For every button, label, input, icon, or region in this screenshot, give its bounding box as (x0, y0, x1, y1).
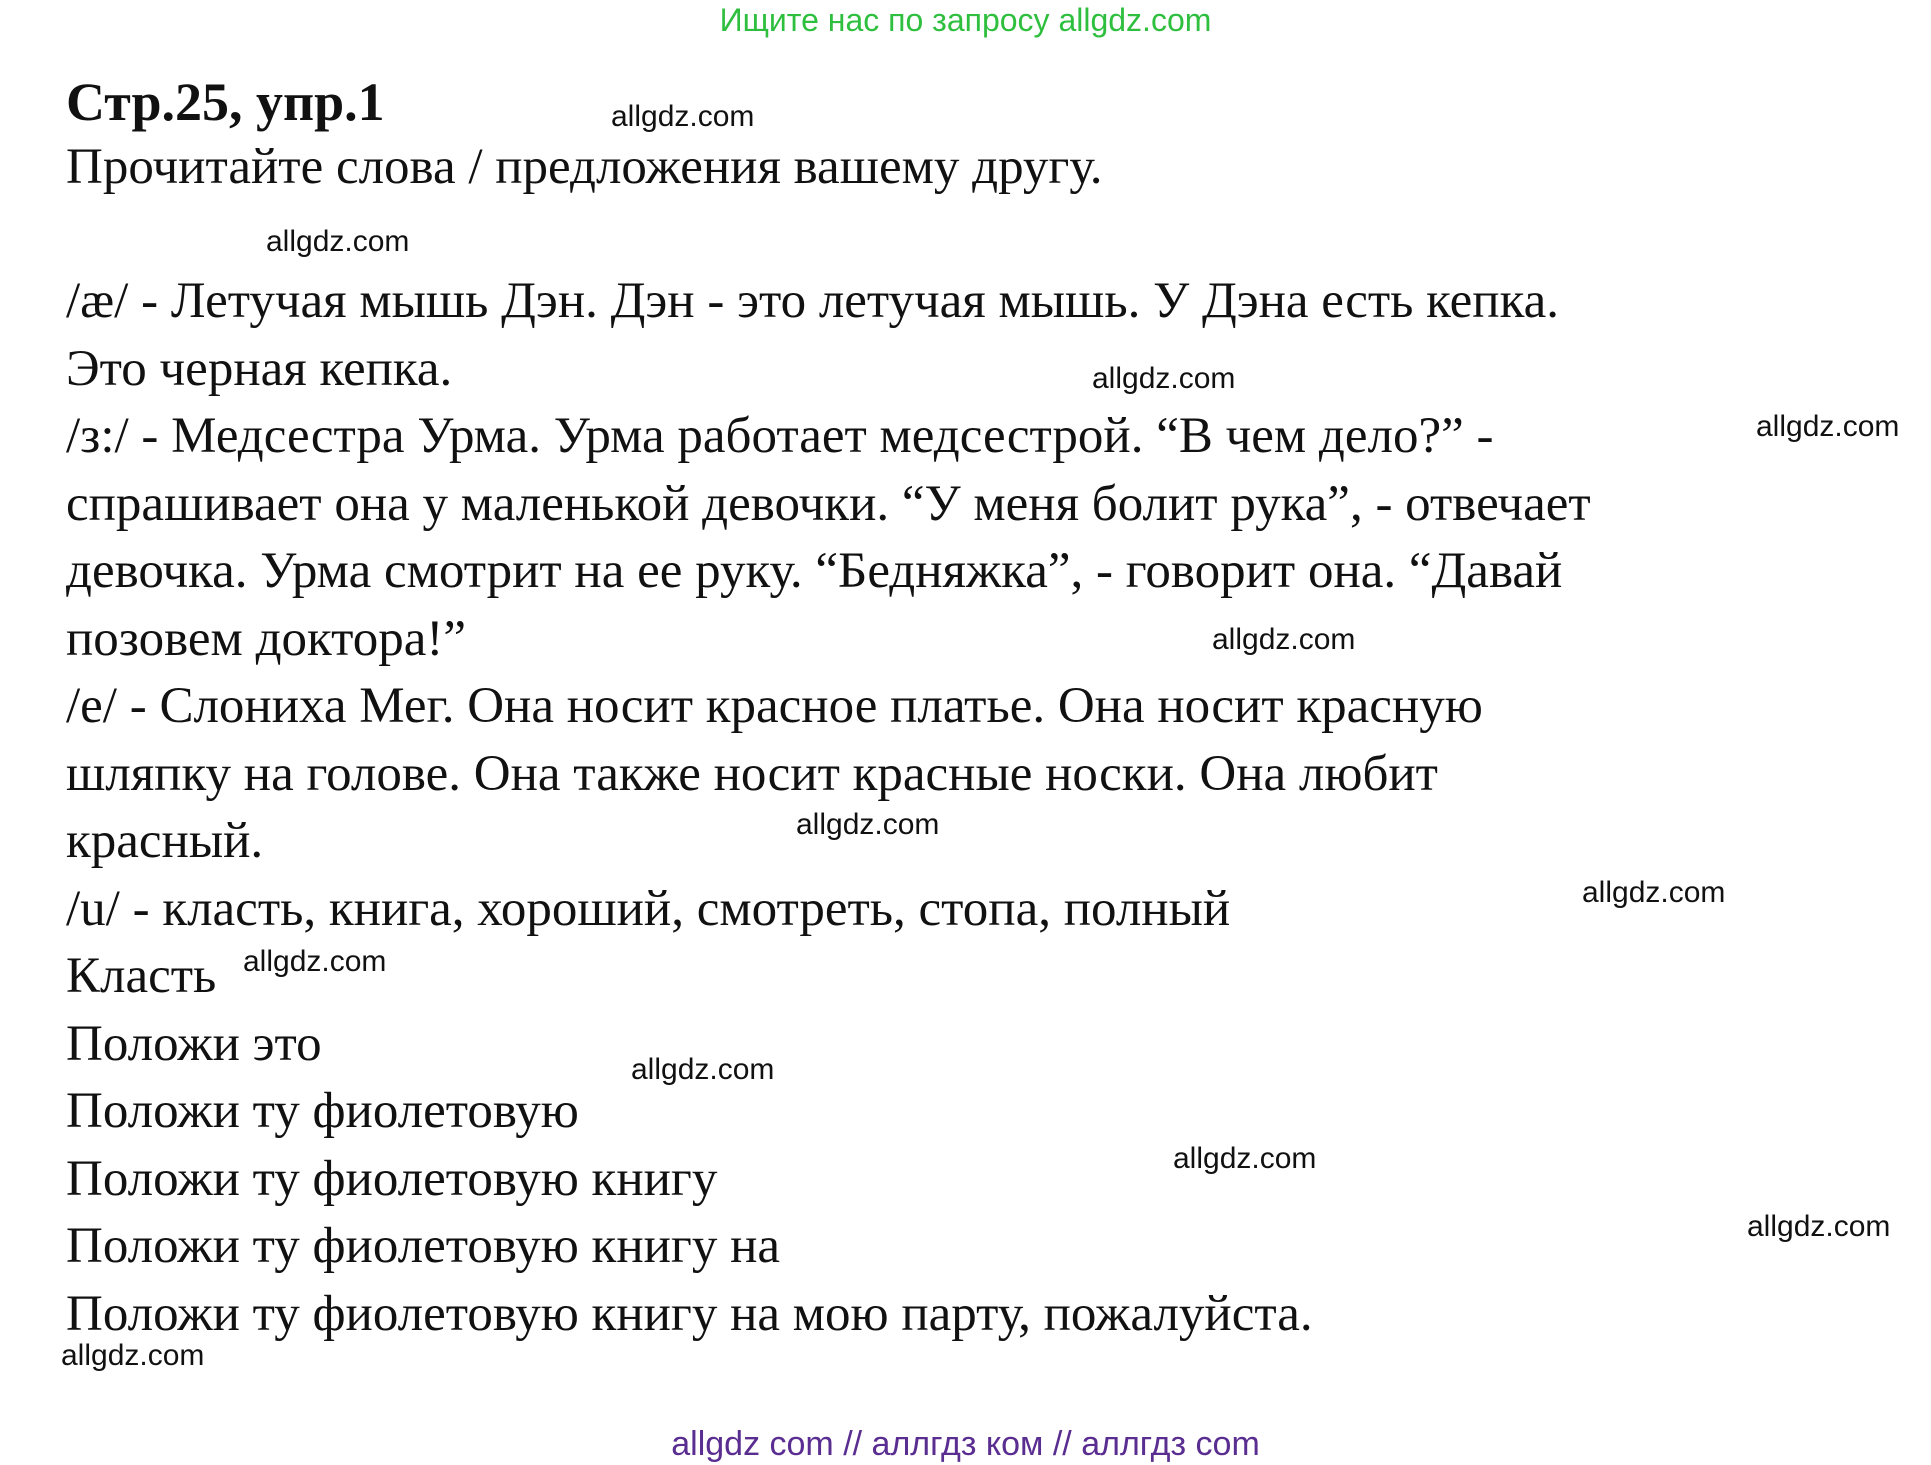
exercise-page (66, 70, 1866, 1348)
text-line: Класть (66, 948, 217, 1004)
text-line: позовем доктора!” (66, 610, 467, 667)
watermark: allgdz.com (1173, 1142, 1317, 1175)
text-line: шляпку на голове. Она также носит красные носки. Она любит (66, 745, 1438, 802)
top-banner: Ищите нас по запросу allgdz.com (719, 2, 1212, 38)
watermark: allgdz.com (243, 945, 387, 978)
text-line: /з:/ - Медсестра Урма. Урма работает медсестрой. “В чем дело?” - (66, 408, 1494, 464)
watermark: allgdz.com (611, 100, 755, 133)
watermark: allgdz.com (1212, 623, 1356, 656)
watermark: allgdz.com (1582, 876, 1726, 909)
text-line: Это черная кепка. (66, 340, 453, 397)
text-line: Положи ту фиолетовую (66, 1083, 579, 1139)
footer-links: allgdz com // аллгдз ком // аллгдз com (671, 1425, 1260, 1463)
text-line: /u/ - класть, книга, хороший, смотреть, стопа, полный (66, 880, 1231, 937)
text-line: Положи ту фиолетовую книгу на (66, 1218, 780, 1274)
watermark: allgdz.com (266, 225, 410, 258)
text-line: /e/ - Слониха Мег. Она носит красное платье. Она носит красную (66, 678, 1483, 734)
watermark: allgdz.com (796, 808, 940, 841)
watermark: allgdz.com (61, 1339, 205, 1372)
watermark: allgdz.com (1092, 362, 1236, 395)
text-line: девочка. Урма смотрит на ее руку. “Бедняжка”, - говорит она. “Давай (66, 543, 1563, 599)
text-line: Положи это (66, 1015, 322, 1072)
watermark: allgdz.com (1747, 1210, 1891, 1243)
text-line: красный. (66, 813, 264, 869)
watermark: allgdz.com (1756, 410, 1900, 443)
text-line: Положи ту фиолетовую книгу на мою парту, пожалуйста. (66, 1285, 1313, 1342)
page-title: Стр.25, упр.1 (66, 72, 385, 132)
text-line: спрашивает она у маленькой девочки. “У меня болит рука”, - отвечает (66, 475, 1591, 532)
text-line: Положи ту фиолетовую книгу (66, 1150, 718, 1207)
watermark: allgdz.com (631, 1053, 775, 1086)
exercise-instruction: Прочитайте слова / предложения вашему другу. (66, 139, 1103, 195)
text-line: /æ/ - Летучая мышь Дэн. Дэн - это летучая мышь. У Дэна есть кепка. (66, 273, 1559, 329)
